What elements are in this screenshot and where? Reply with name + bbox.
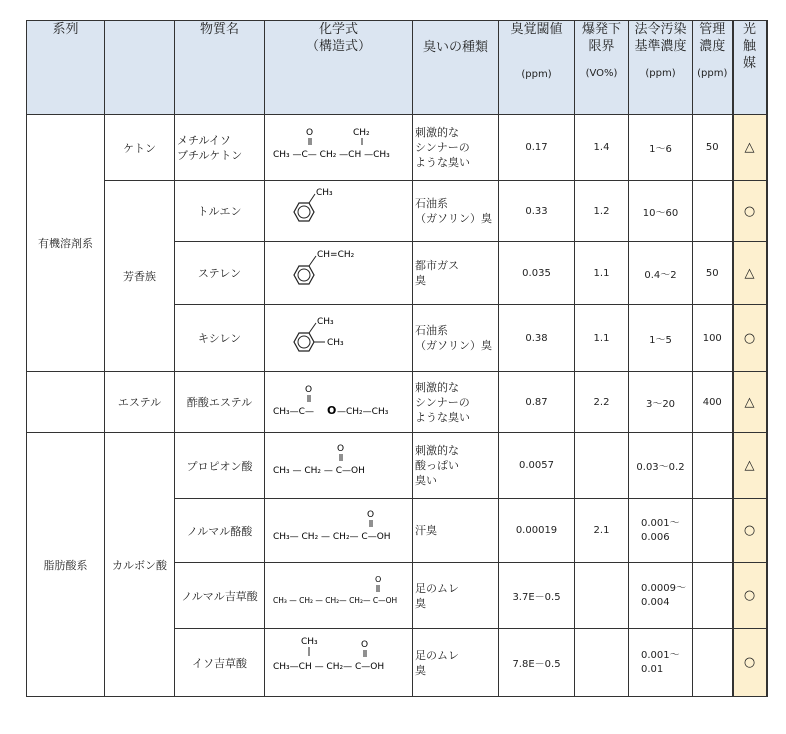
formula-text: CH₃ <box>317 317 334 327</box>
odor-description: 汗臭 <box>413 499 499 563</box>
odor-description: 足のムレ 臭 <box>413 629 499 697</box>
lel-value: 2.2 <box>575 372 629 433</box>
structural-formula-butyric <box>265 499 413 563</box>
photocatalyst-mark: ○ <box>733 499 767 563</box>
threshold-value: 0.0057 <box>499 433 575 499</box>
formula-text: —CH₂—CH₃ <box>337 407 389 417</box>
threshold-value: 0.00019 <box>499 499 575 563</box>
control-value: 100 <box>693 305 733 372</box>
lel-value <box>575 629 629 697</box>
formula-text: O <box>361 640 369 650</box>
header-threshold: 臭覚閾値 (ppm) <box>499 21 575 115</box>
photocatalyst-mark: △ <box>733 433 767 499</box>
photocatalyst-mark: ○ <box>733 305 767 372</box>
control-value: 50 <box>693 115 733 181</box>
lel-value: 1.1 <box>575 305 629 372</box>
substance-name: 酢酸エステル <box>175 372 265 433</box>
odor-description: 石油系 （ガソリン）臭 <box>413 305 499 372</box>
formula-text: O <box>327 404 337 417</box>
threshold-value: 0.17 <box>499 115 575 181</box>
control-value: 50 <box>693 242 733 305</box>
threshold-value: 0.38 <box>499 305 575 372</box>
regulation-value: 0.4～2 <box>629 242 693 305</box>
regulation-value: 0.001～ 0.006 <box>629 499 693 563</box>
regulation-value: 1～6 <box>629 115 693 181</box>
substance-name: キシレン <box>175 305 265 372</box>
control-value <box>693 563 733 629</box>
odor-description: 刺激的な シンナーの ような臭い <box>413 115 499 181</box>
regulation-value: 0.03～0.2 <box>629 433 693 499</box>
header-formula: 化学式 （構造式） <box>265 21 413 115</box>
photocatalyst-mark: △ <box>733 372 767 433</box>
photocatalyst-mark: ○ <box>733 629 767 697</box>
group-organic-solvent: 有機溶剤系 <box>27 115 105 372</box>
photocatalyst-mark: △ <box>733 242 767 305</box>
lel-value: 2.1 <box>575 499 629 563</box>
formula-text: CH₃ <box>301 637 318 647</box>
structural-formula-valeric <box>265 563 413 629</box>
substance-name: メチルイソ ブチルケトン <box>175 115 265 181</box>
header-family: 系列 <box>27 21 105 115</box>
header-lel: 爆発下 限界 (VO%) <box>575 21 629 115</box>
formula-text: CH₃ —C— CH₂ —CH —CH₃ <box>273 150 390 160</box>
structural-formula-isovaleric <box>265 629 413 697</box>
structural-formula-propionic <box>265 433 413 499</box>
formula-text: CH₃—CH — CH₂— C—OH <box>273 662 385 672</box>
regulation-value: 0.001～ 0.01 <box>629 629 693 697</box>
structural-formula-mibk <box>265 115 413 181</box>
odor-description: 都市ガス 臭 <box>413 242 499 305</box>
photocatalyst-mark: △ <box>733 115 767 181</box>
structural-formula-toluene <box>265 181 413 242</box>
photocatalyst-mark: ○ <box>733 563 767 629</box>
header-control: 管理 濃度 (ppm) <box>693 21 733 115</box>
regulation-value: 3～20 <box>629 372 693 433</box>
formula-text: CH₃—C— <box>273 407 314 417</box>
control-value <box>693 181 733 242</box>
substance-name: ステレン <box>175 242 265 305</box>
header-regulation: 法令汚染 基準濃度 (ppm) <box>629 21 693 115</box>
substance-name: トルエン <box>175 181 265 242</box>
lel-value: 1.1 <box>575 242 629 305</box>
substance-name: ノルマル酪酸 <box>175 499 265 563</box>
formula-text: CH=CH₂ <box>317 250 355 260</box>
regulation-value: 1～5 <box>629 305 693 372</box>
table-row <box>27 181 767 242</box>
formula-text: CH₃ — CH₂ — CH₂— CH₂— C—OH <box>273 596 398 605</box>
group-fatty-acid: 脂肪酸系 <box>27 433 105 697</box>
regulation-value: 0.0009～ 0.004 <box>629 563 693 629</box>
formula-text: CH₃ <box>327 338 344 348</box>
threshold-value: 7.8E－0.5 <box>499 629 575 697</box>
formula-text: CH₃ — CH₂ — C—OH <box>273 466 365 476</box>
photocatalyst-mark: ○ <box>733 181 767 242</box>
regulation-value: 10～60 <box>629 181 693 242</box>
substance-name: プロピオン酸 <box>175 433 265 499</box>
substance-name: イソ吉草酸 <box>175 629 265 697</box>
odor-description: 石油系 （ガソリン）臭 <box>413 181 499 242</box>
threshold-value: 0.87 <box>499 372 575 433</box>
subgroup-aromatic: 芳香族 <box>105 181 175 372</box>
formula-text: O <box>375 575 382 584</box>
control-value <box>693 629 733 697</box>
lel-value: 1.4 <box>575 115 629 181</box>
threshold-value: 3.7E－0.5 <box>499 563 575 629</box>
structural-formula-ester <box>265 372 413 433</box>
control-value <box>693 499 733 563</box>
odor-description: 足のムレ 臭 <box>413 563 499 629</box>
structural-formula-styrene <box>265 242 413 305</box>
odor-description: 刺激的な シンナーの ような臭い <box>413 372 499 433</box>
control-value <box>693 433 733 499</box>
threshold-value: 0.33 <box>499 181 575 242</box>
formula-text: CH₃ <box>316 188 333 198</box>
header-photocatalyst: 光 触 媒 <box>733 21 767 115</box>
formula-text: O <box>367 510 375 520</box>
subgroup-carboxylic: カルボン酸 <box>105 433 175 697</box>
group-empty <box>27 372 105 433</box>
threshold-value: 0.035 <box>499 242 575 305</box>
formula-text: O <box>305 385 313 395</box>
subgroup-ester: エステル <box>105 372 175 433</box>
formula-text: O <box>306 128 314 138</box>
formula-text: O <box>337 444 345 454</box>
header-name: 物質名 <box>175 21 265 115</box>
header-subfamily <box>105 21 175 115</box>
subgroup-ketone: ケトン <box>105 115 175 181</box>
header-odor-type: 臭いの種類 <box>413 21 499 115</box>
lel-value <box>575 563 629 629</box>
lel-value: 1.2 <box>575 181 629 242</box>
structural-formula-xylene <box>265 305 413 372</box>
table-row <box>27 372 767 433</box>
odor-substance-table <box>26 20 768 697</box>
formula-text: CH₃— CH₂ — CH₂— C—OH <box>273 532 391 542</box>
lel-value <box>575 433 629 499</box>
formula-text: CH₂ <box>353 128 370 138</box>
control-value: 400 <box>693 372 733 433</box>
odor-description: 刺激的な 酸っぱい 臭い <box>413 433 499 499</box>
table-row <box>27 115 767 181</box>
substance-name: ノルマル吉草酸 <box>175 563 265 629</box>
table-row <box>27 433 767 499</box>
